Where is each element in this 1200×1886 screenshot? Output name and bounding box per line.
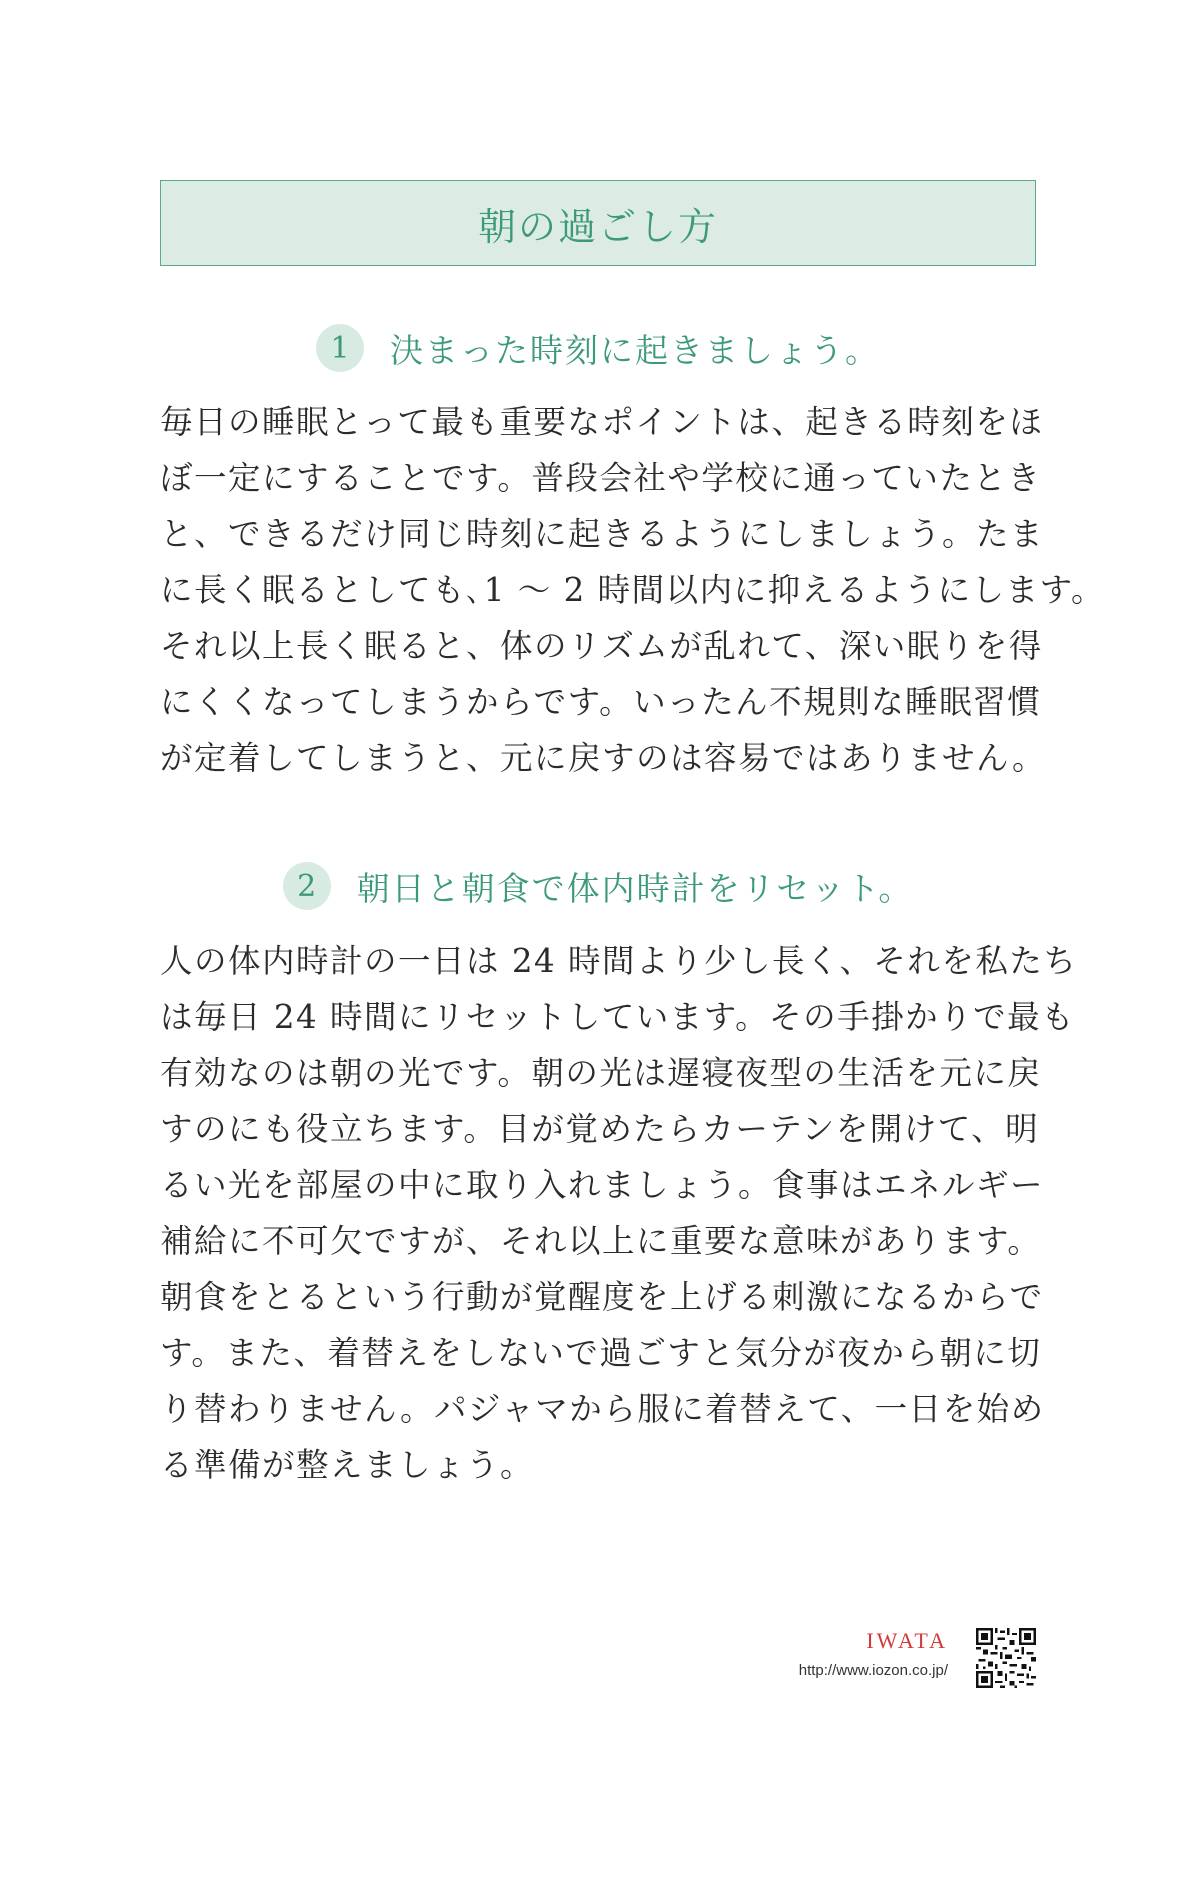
text-line: にくくなってしまうからです。いったん不規則な睡眠習慣 bbox=[160, 683, 1042, 721]
page-title: 朝の過ごし方 bbox=[477, 204, 718, 249]
text-line: すのにも役立ちます。目が覚めたらカーテンを開けて、明 bbox=[160, 1110, 1040, 1148]
text-line: る準備が整えましょう。 bbox=[160, 1446, 535, 1484]
section-1-heading bbox=[160, 323, 1036, 373]
section-heading-text: 決まった時刻に起きましょう。 bbox=[390, 330, 880, 370]
section-1-body bbox=[160, 394, 1105, 786]
section-number-badge: 2 bbox=[283, 862, 331, 910]
text-line: 毎日の睡眠とって最も重要なポイントは、起きる時刻をほ bbox=[160, 403, 1044, 441]
text-line: り替わりません。パジャマから服に着替えて、一日を始め bbox=[160, 1390, 1045, 1428]
text-line: るい光を部屋の中に取り入れましょう。食事はエネルギー bbox=[160, 1166, 1045, 1204]
text-line: と、できるだけ同じ時刻に起きるようにしましょう。たま bbox=[160, 515, 1045, 553]
footer bbox=[700, 1628, 1036, 1690]
text-line: す。また、着替えをしないで過ごすと気分が夜から朝に切 bbox=[160, 1334, 1042, 1372]
website-link[interactable]: http://www.iozon.co.jp/ bbox=[798, 1662, 948, 1679]
section-2-heading bbox=[160, 861, 1036, 911]
brand-logo-text: IWATA bbox=[866, 1628, 948, 1653]
section-heading-text: 朝日と朝食で体内時計をリセット。 bbox=[356, 868, 914, 908]
title-box bbox=[160, 180, 1036, 266]
text-line: それ以上長く眠ると、体のリズムが乱れて、深い眠りを得 bbox=[160, 627, 1043, 665]
text-line: 人の体内時計の一日は 24 時間より少し長く、それを私たち bbox=[160, 942, 1078, 980]
section-2-body bbox=[160, 933, 1078, 1493]
text-line: 補給に不可欠ですが、それ以上に重要な意味があります。 bbox=[160, 1222, 1042, 1260]
text-line: 有効なのは朝の光です。朝の光は遅寝夜型の生活を元に戻 bbox=[160, 1054, 1042, 1092]
text-line: は毎日 24 時間にリセットしています。その手掛かりで最も bbox=[160, 998, 1076, 1036]
text-line: ぼ一定にすることです。普段会社や学校に通っていたとき bbox=[160, 459, 1042, 497]
text-line: に長く眠るとしても､1 〜 2 時間以内に抑えるようにします。 bbox=[160, 571, 1105, 609]
text-line: が定着してしまうと、元に戻すのは容易ではありません。 bbox=[160, 739, 1046, 777]
section-number-badge: 1 bbox=[316, 324, 364, 372]
text-line: 朝食をとるという行動が覚醒度を上げる刺激になるからで bbox=[160, 1278, 1044, 1316]
qr-code-icon[interactable] bbox=[976, 1628, 1036, 1688]
